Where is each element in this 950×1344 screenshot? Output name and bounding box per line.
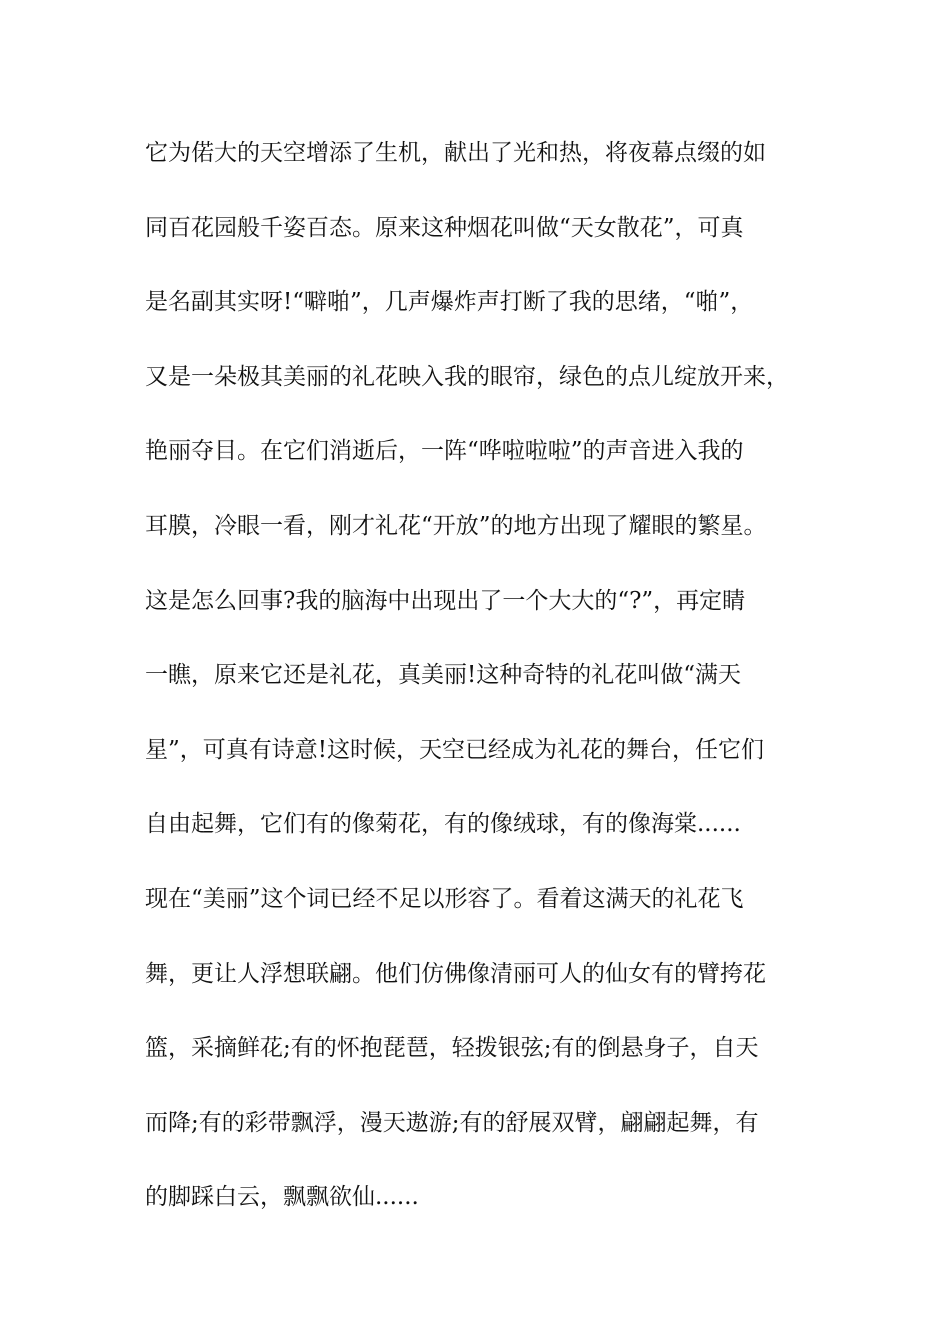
text-line-6: 耳膜，冷眼一看，刚才礼花“开放”的地方出现了耀眼的繁星。	[145, 512, 767, 539]
text-line-13: 篮，采摘鲜花;有的怀抱琵琶，轻拨银弦;有的倒悬身子，自天	[145, 1035, 759, 1062]
text-line-15: 的脚踩白云，飘飘欲仙......	[145, 1184, 419, 1211]
text-line-10: 自由起舞，它们有的像菊花，有的像绒球，有的像海棠......	[145, 811, 741, 838]
text-line-7: 这是怎么回事?我的脑海中出现出了一个大大的“?”，再定睛	[145, 587, 746, 614]
text-line-11: 现在“美丽”这个词已经不足以形容了。看着这满天的礼花飞	[145, 885, 744, 912]
text-line-14: 而降;有的彩带飘浮，漫天遨游;有的舒展双臂，翩翩起舞，有	[145, 1109, 759, 1136]
text-line-9: 星”，可真有诗意!这时候，天空已经成为礼花的舞台，任它们	[145, 736, 765, 763]
text-line-2: 同百花园般千姿百态。原来这种烟花叫做“天女散花”，可真	[145, 214, 744, 241]
text-line-4: 又是一朵极其美丽的礼花映入我的眼帘，绿色的点儿绽放开来，	[145, 363, 789, 390]
text-line-1: 它为偌大的天空增添了生机，献出了光和热，将夜幕点缀的如	[145, 140, 766, 166]
text-line-8: 一瞧，原来它还是礼花，真美丽!这种奇特的礼花叫做“满天	[145, 662, 742, 689]
text-line-3: 是名副其实呀!“噼啪”，几声爆炸声打断了我的思绪，“啪”，	[145, 289, 754, 316]
text-line-12: 舞，更让人浮想联翩。他们仿佛像清丽可人的仙女有的臂挎花	[145, 960, 766, 987]
text-line-5: 艳丽夺目。在它们消逝后，一阵“哗啦啦啦”的声音进入我的	[145, 438, 744, 465]
body-paragraph	[145, 132, 825, 1251]
